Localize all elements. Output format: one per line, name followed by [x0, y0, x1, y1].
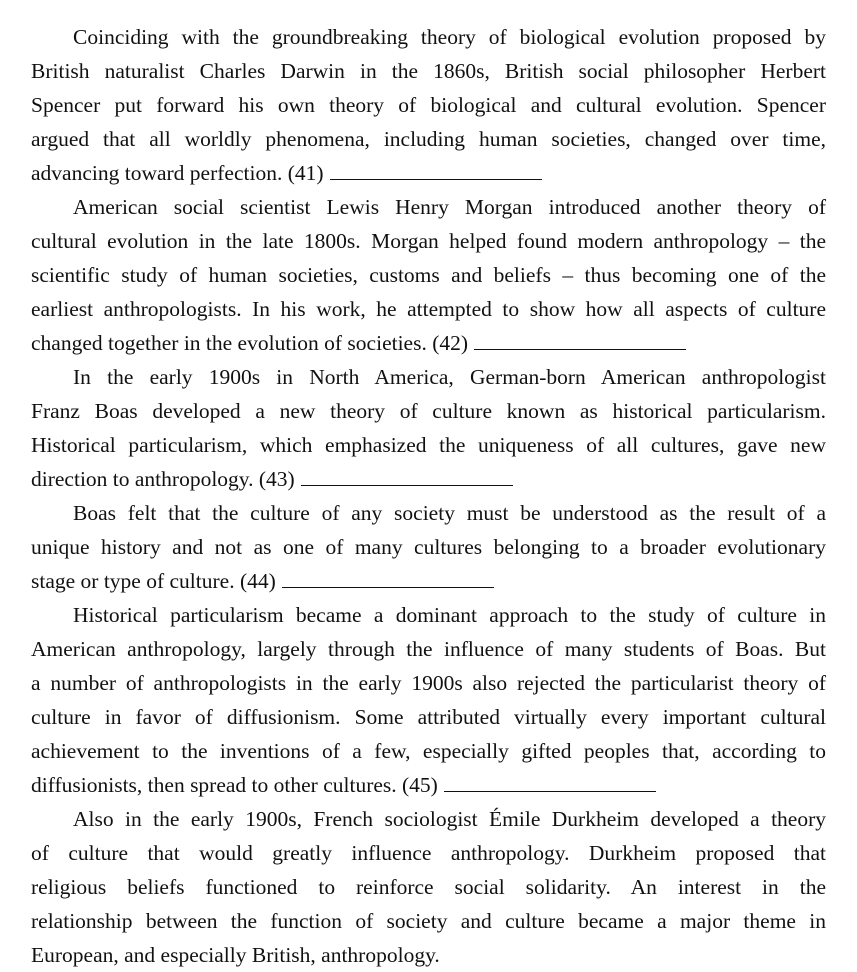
text-line — [31, 156, 826, 190]
text-line — [31, 938, 826, 972]
text-line — [31, 326, 826, 360]
line-text: changed together in the evolution of societies. (42) — [31, 331, 469, 355]
paragraph — [31, 360, 826, 496]
line-text: cultural evolution in the late 1800s. Morgan helped found modern anthropology – the — [31, 229, 826, 253]
text-line — [31, 904, 826, 938]
line-text: American anthropology, largely through the influence of many students of Boas. But — [31, 637, 826, 661]
line-text: Coinciding with the groundbreaking theory of biological evolution proposed by — [73, 25, 826, 49]
text-line — [31, 632, 826, 666]
line-text: European, and especially British, anthropology. — [31, 943, 440, 967]
paragraph — [31, 598, 826, 802]
paragraph — [31, 20, 826, 190]
line-text: British naturalist Charles Darwin in the 1860s, British social philosopher Herbert — [31, 59, 826, 83]
line-text: a number of anthropologists in the early 1900s also rejected the particularist theory of — [31, 671, 826, 695]
text-line — [31, 564, 826, 598]
line-text: Franz Boas developed a new theory of culture known as historical particularism. — [31, 399, 826, 423]
text-line — [31, 224, 826, 258]
answer-blank[interactable] — [282, 567, 494, 588]
line-text: argued that all worldly phenomena, including human societies, changed over time, — [31, 127, 826, 151]
text-line — [31, 496, 826, 530]
line-text: culture in favor of diffusionism. Some attributed virtually every important cultural — [31, 705, 826, 729]
answer-blank[interactable] — [444, 771, 656, 792]
text-line — [31, 428, 826, 462]
text-line — [31, 734, 826, 768]
text-line — [31, 190, 826, 224]
paragraph — [31, 190, 826, 360]
document-page — [31, 20, 826, 972]
text-line — [31, 54, 826, 88]
line-text: relationship between the function of society and culture became a major theme in — [31, 909, 826, 933]
line-text: diffusionists, then spread to other cultures. (45) — [31, 773, 438, 797]
paragraph — [31, 802, 826, 972]
text-line — [31, 598, 826, 632]
line-text: Historical particularism became a dominant approach to the study of culture in — [73, 603, 826, 627]
text-line — [31, 292, 826, 326]
answer-blank[interactable] — [301, 465, 513, 486]
text-line — [31, 88, 826, 122]
line-text: In the early 1900s in North America, German-born American anthropologist — [73, 365, 826, 389]
text-line — [31, 836, 826, 870]
paragraph — [31, 496, 826, 598]
text-line — [31, 20, 826, 54]
line-text: Historical particularism, which emphasized the uniqueness of all cultures, gave new — [31, 433, 826, 457]
line-text: Boas felt that the culture of any society must be understood as the result of a — [73, 501, 826, 525]
answer-blank[interactable] — [330, 159, 542, 180]
text-line — [31, 666, 826, 700]
line-text: stage or type of culture. (44) — [31, 569, 276, 593]
text-line — [31, 258, 826, 292]
text-line — [31, 768, 826, 802]
line-text: scientific study of human societies, customs and beliefs – thus becoming one of the — [31, 263, 826, 287]
text-line — [31, 700, 826, 734]
line-text: of culture that would greatly influence anthropology. Durkheim proposed that — [31, 841, 826, 865]
line-text: unique history and not as one of many cultures belonging to a broader evolutionary — [31, 535, 826, 559]
text-line — [31, 122, 826, 156]
line-text: American social scientist Lewis Henry Morgan introduced another theory of — [73, 195, 826, 219]
text-line — [31, 394, 826, 428]
line-text: religious beliefs functioned to reinforce social solidarity. An interest in the — [31, 875, 826, 899]
line-text: Also in the early 1900s, French sociologist Émile Durkheim developed a theory — [73, 807, 826, 831]
line-text: advancing toward perfection. (41) — [31, 161, 324, 185]
text-line — [31, 802, 826, 836]
answer-blank[interactable] — [474, 329, 686, 350]
line-text: achievement to the inventions of a few, especially gifted peoples that, according to — [31, 739, 826, 763]
text-line — [31, 870, 826, 904]
text-line — [31, 360, 826, 394]
text-line — [31, 530, 826, 564]
line-text: direction to anthropology. (43) — [31, 467, 295, 491]
line-text: earliest anthropologists. In his work, he attempted to show how all aspects of culture — [31, 297, 826, 321]
line-text: Spencer put forward his own theory of biological and cultural evolution. Spencer — [31, 93, 826, 117]
text-line — [31, 462, 826, 496]
